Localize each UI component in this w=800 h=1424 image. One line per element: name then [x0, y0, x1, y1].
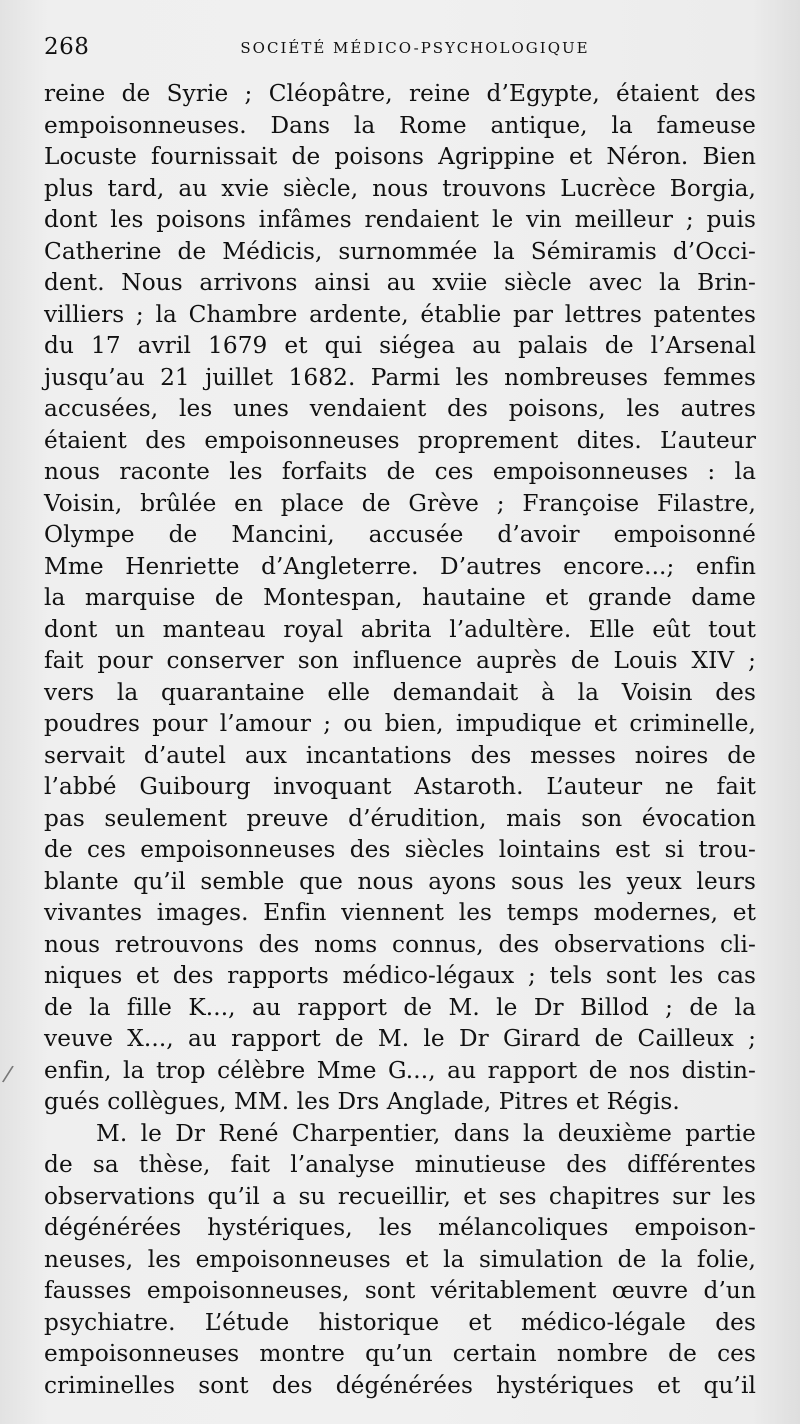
text-line: nous retrouvons des noms connus, des observations cli- [44, 930, 756, 958]
text-line: pas seulement preuve d’érudition, mais son évocation [44, 804, 756, 832]
text-line: psychiatre. L’étude historique et médico-légale des [44, 1308, 756, 1336]
text-line: Locuste fournissait de poisons Agrippine et Néron. Bien [44, 143, 756, 170]
text-line: dégénérées hystériques, les mélancoliques empoison- [44, 1214, 756, 1241]
text-line: villiers ; la Chambre ardente, établie par lettres patentes [44, 300, 756, 328]
text-line: du 17 avril 1679 et qui siégea au palais de l’Arsenal [44, 332, 756, 359]
text-line: vers la quarantaine elle demandait à la Voisin des [44, 678, 756, 706]
text-line: Voisin, brûlée en place de Grève ; Françoise Filastre, [44, 489, 756, 517]
text-line: enfin, la trop célèbre Mme G..., au rapport de nos distin- [44, 1056, 756, 1084]
text-line: reine de Syrie ; Cléopâtre, reine d’Egypte, étaient des [44, 80, 756, 107]
text-line: veuve X..., au rapport de M. le Dr Girard de Cailleux ; [44, 1025, 756, 1052]
page-header [44, 34, 756, 64]
text-line: servait d’autel aux incantations des messes noires de [44, 741, 756, 769]
text-line: accusées, les unes vendaient des poisons, les autres [44, 395, 756, 422]
text-line: poudres pour l’amour ; ou bien, impudique et criminelle, [44, 710, 756, 737]
text-line: la marquise de Montespan, hautaine et grande dame [44, 584, 756, 611]
text-line: vivantes images. Enfin viennent les temps modernes, et [44, 899, 756, 926]
text-line: de sa thèse, fait l’analyse minutieuse des différentes [44, 1151, 756, 1178]
text-line: plus tard, au xvie siècle, nous trouvons Lucrèce Borgia, [44, 174, 756, 202]
running-head: SOCIÉTÉ MÉDICO-PSYCHOLOGIQUE [240, 39, 590, 57]
text-line: niques et des rapports médico-légaux ; tels sont les cas [44, 962, 756, 989]
text-line: neuses, les empoisonneuses et la simulation de la folie, [44, 1245, 756, 1273]
text-line: Catherine de Médicis, surnommée la Sémiramis d’Occi- [44, 237, 756, 265]
text-line: de la fille K..., au rapport de M. le Dr Billod ; de la [44, 993, 756, 1021]
text-line: dont un manteau royal abrita l’adultère. Elle eût tout [44, 615, 756, 643]
text-line: Olympe de Mancini, accusée d’avoir empoisonné [44, 521, 756, 548]
text-line: dent. Nous arrivons ainsi au xviie siècle avec la Brin- [44, 269, 756, 296]
text-line: nous raconte les forfaits de ces empoisonneuses : la [44, 458, 756, 485]
text-line: empoisonneuses. Dans la Rome antique, la fameuse [44, 111, 756, 139]
text-line: fait pour conserver son influence auprès de Louis XIV ; [44, 647, 756, 674]
text-line: M. le Dr René Charpentier, dans la deuxième partie [96, 1119, 756, 1147]
text-line: empoisonneuses montre qu’un certain nombre de ces [44, 1340, 756, 1367]
margin-mark: / [0, 1061, 15, 1088]
text-line: dont les poisons infâmes rendaient le vin meilleur ; puis [44, 206, 756, 233]
text-line: l’abbé Guibourg invoquant Astaroth. L’auteur ne fait [44, 773, 756, 800]
text-line: Mme Henriette d’Angleterre. D’autres encore...; enfin [44, 552, 756, 580]
text-line: fausses empoisonneuses, sont véritablement œuvre d’un [44, 1277, 756, 1304]
text-line: criminelles sont des dégénérées hystériques et qu’il [44, 1371, 756, 1399]
body-text [44, 78, 756, 1401]
text-line: étaient des empoisonneuses proprement dites. L’auteur [44, 426, 756, 454]
text-line: blante qu’il semble que nous ayons sous les yeux leurs [44, 867, 756, 895]
text-line: observations qu’il a su recueillir, et ses chapitres sur les [44, 1182, 756, 1210]
text-line: de ces empoisonneuses des siècles lointains est si trou- [44, 836, 756, 863]
text-line: gués collègues, MM. les Drs Anglade, Pitres et Régis. [44, 1088, 680, 1115]
page-number: 268 [44, 34, 90, 60]
text-line: jusqu’au 21 juillet 1682. Parmi les nombreuses femmes [44, 363, 756, 391]
